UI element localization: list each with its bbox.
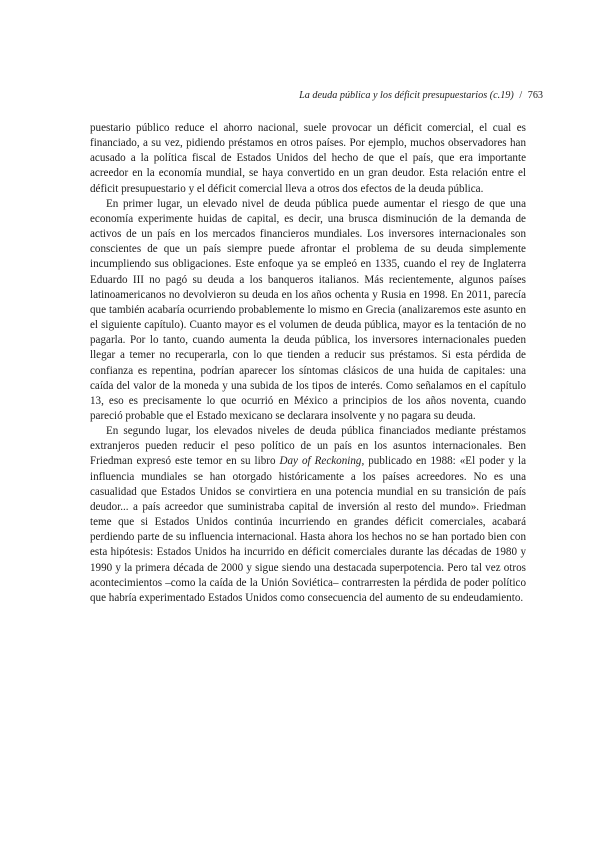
paragraph-text-after: publicado en 1988: «El poder y la influencia mundiales se han otorgado históricamente a los países acreedores. No es una casualidad que Estados Unidos se convirtiera en una potencia mundial en su transición de país deudor... a país acreedor que suministraba capital de inversión al resto del mundo». Friedman teme que si Estados Unidos continúa incurriendo en grandes déficit comerciales, acabará perdiendo parte de su influencia internacional. Hasta ahora los hechos no se han portado bien con esta hipótesis: Estados Unidos ha incurrido en déficit comerciales durante las décadas de 1980 y 1990 y la primera década de 2000 y sigue siendo una destacada superpotencia. Pero tal vez otros acontecimientos –como la caída de la Unión Soviética– contrarresten la pérdida de poder político que habría experimentado Estados Unidos como consecuencia del aumento de su endeudamiento. [90,455,527,604]
chapter-title: La deuda pública y los déficit presupuestarios (c.19) [299,90,514,101]
page-number: 763 [527,90,543,101]
header-separator: / [519,90,523,101]
paragraph-continuation: puestario público reduce el ahorro nacional, suele provocar un déficit comercial, el cual es financiado, a su vez, pidiendo préstamos en otros países. Por ejemplo, muchos observadores han acusado a la política fiscal de Estados Unidos del hecho de que el país, que era importante acreedor en la economía mundial, se haya convertido en un gran deudor. Esta relación entre el déficit presupuestario y el déficit comercial lleva a otros dos efectos de la deuda pública. [90,122,526,195]
paragraph-political-influence [90,424,526,606]
book-title: Day of Reckoning, [279,455,365,468]
paragraph-capital-flight: En primer lugar, un elevado nivel de deuda pública puede aumentar el riesgo de que una economía experimente huidas de capital, es decir, una brusca disminución de la demanda de activos de un país en los mercados financieros mundiales. Los inversores internacionales son conscientes de que un país siempre puede afrontar el problema de su deuda simplemente incumpliendo sus obligaciones. Este enfoque ya se empleó en 1335, cuando el rey de Inglaterra Eduardo III no pagó su deuda a los banqueros italianos. Más recientemente, algunos países latinoamericanos no devolvieron su deuda en los años ochenta y Rusia en 1998. En 2011, parecía que también acabaría ocurriendo probablemente lo mismo en Grecia (analizaremos este asunto en el siguiente capítulo). Cuanto mayor es el volumen de deuda pública, mayor es la tentación de no pagarla. Por lo tanto, cuando aumenta la deuda pública, los inversores internacionales pueden llegar a temer no recuperarla, con lo que tienden a reducir sus préstamos. Si esta pérdida de confianza es repentina, podrían aparecer los síntomas clásicos de una huida de capitales: una caída del valor de la moneda y una subida de los tipos de interés. Como señalamos en el capítulo 13, eso es precisamente lo que ocurrió en México a principios de los años noventa, cuando pareció probable que el Estado mexicano se declarara insolvente y no pagara su deuda. [90,197,526,422]
paragraph-text-before: En segundo lugar, los elevados niveles de deuda pública financiados mediante préstamos extranjeros pueden reducir el peso político de un país en los asuntos internacionales. Ben Friedman expresó este temor en su libro [90,425,526,468]
running-header [299,90,543,102]
body-text [90,121,526,606]
